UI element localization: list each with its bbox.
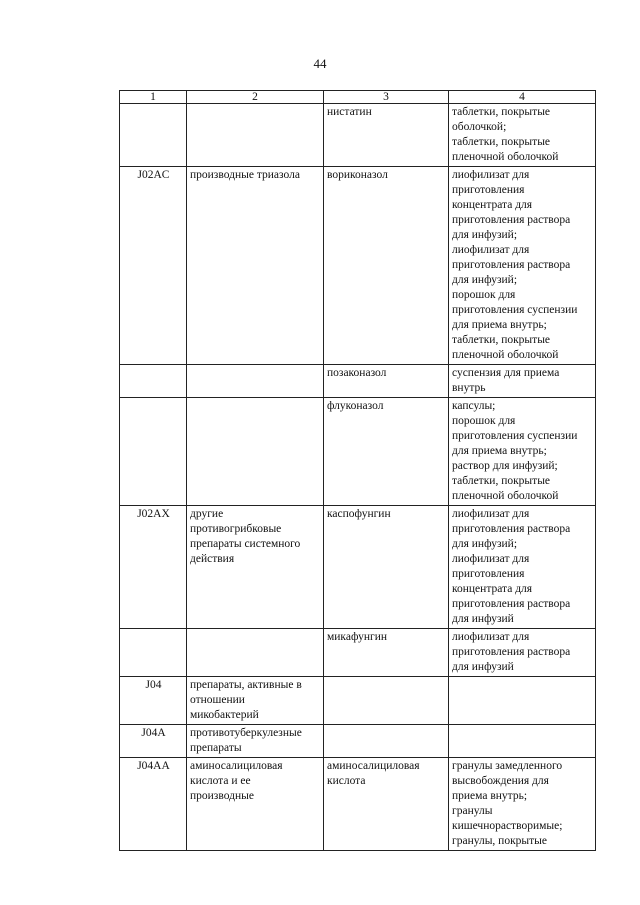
dosage-form-cell xyxy=(449,677,596,725)
cell-line: приготовления раствора xyxy=(452,214,571,226)
cell-line: приготовления раствора xyxy=(452,259,571,271)
cell-line: для инфузий; xyxy=(452,538,518,550)
cell-line: для инфузий xyxy=(452,661,514,673)
cell-line: приготовления xyxy=(452,184,525,196)
table-row xyxy=(120,506,596,629)
cell-line: гранулы, покрытые xyxy=(452,835,548,847)
table-header-row xyxy=(120,91,596,104)
cell-line: препараты, активные в xyxy=(190,679,302,691)
group-cell xyxy=(187,398,324,506)
atc-code-cell: J04AA xyxy=(120,758,187,851)
page-number: 44 xyxy=(313,56,327,71)
drug-name-cell xyxy=(324,677,449,725)
cell-line: микобактерий xyxy=(190,709,259,721)
column-header: 4 xyxy=(449,91,596,104)
cell-line: пленочной оболочкой xyxy=(452,151,559,163)
drug-name-cell: микафунгин xyxy=(324,629,449,677)
cell-line: препараты системного xyxy=(190,538,301,550)
cell-line: для инфузий xyxy=(452,613,514,625)
group-cell xyxy=(187,629,324,677)
group-cell xyxy=(187,167,324,365)
cell-line: пленочной оболочкой xyxy=(452,349,559,361)
cell-line: кислота и ее xyxy=(190,775,251,787)
cell-line: аминосалициловая xyxy=(190,760,283,772)
cell-line: производные xyxy=(190,790,254,802)
cell-line: высвобождения для xyxy=(452,775,549,787)
cell-line: таблетки, покрытые xyxy=(452,136,551,148)
group-cell xyxy=(187,758,324,851)
cell-line: таблетки, покрытые xyxy=(452,475,551,487)
cell-line: действия xyxy=(190,553,235,565)
cell-line: кишечнорастворимые; xyxy=(452,820,563,832)
cell-line: для инфузий; xyxy=(452,274,518,286)
drug-name-cell: позаконазол xyxy=(324,365,449,398)
dosage-form-cell xyxy=(449,506,596,629)
dosage-form-cell xyxy=(449,758,596,851)
cell-line: лиофилизат для xyxy=(452,244,530,256)
cell-line: концентрата для xyxy=(452,583,533,595)
column-header: 1 xyxy=(120,91,187,104)
cell-line: таблетки, покрытые xyxy=(452,106,551,118)
cell-line: препараты xyxy=(190,742,242,754)
table-row xyxy=(120,365,596,398)
cell-line: внутрь xyxy=(452,382,486,394)
cell-line: концентрата для xyxy=(452,199,533,211)
cell-line: приготовления раствора xyxy=(452,523,571,535)
group-cell xyxy=(187,104,324,167)
atc-code-cell: J02AX xyxy=(120,506,187,629)
table-row xyxy=(120,104,596,167)
cell-line: лиофилизат для xyxy=(452,508,530,520)
cell-line: лиофилизат для xyxy=(452,631,530,643)
cell-line: гранулы xyxy=(452,805,493,817)
cell-line: таблетки, покрытые xyxy=(452,334,551,346)
table-row xyxy=(120,677,596,725)
group-cell xyxy=(187,365,324,398)
table-row xyxy=(120,758,596,851)
drug-name-cell: каспофунгин xyxy=(324,506,449,629)
atc-code-cell xyxy=(120,365,187,398)
drug-name-cell: вориконазол xyxy=(324,167,449,365)
group-cell xyxy=(187,725,324,758)
cell-line: отношении xyxy=(190,694,245,706)
cell-line: раствор для инфузий; xyxy=(452,460,558,472)
atc-code-cell: J04 xyxy=(120,677,187,725)
drug-name-cell xyxy=(324,758,449,851)
table-body xyxy=(120,104,596,851)
cell-line: капсулы; xyxy=(452,400,496,412)
atc-code-cell xyxy=(120,398,187,506)
cell-line: приготовления суспензии xyxy=(452,304,578,316)
dosage-form-cell xyxy=(449,365,596,398)
cell-line: порошок для xyxy=(452,415,516,427)
atc-code-cell xyxy=(120,104,187,167)
drug-name-cell: нистатин xyxy=(324,104,449,167)
cell-line: для приема внутрь; xyxy=(452,445,547,457)
cell-line: суспензия для приема xyxy=(452,367,560,379)
cell-line: лиофилизат для xyxy=(452,169,530,181)
cell-line: кислота xyxy=(327,775,366,787)
atc-code-cell: J02AC xyxy=(120,167,187,365)
cell-line: пленочной оболочкой xyxy=(452,490,559,502)
cell-line: аминосалициловая xyxy=(327,760,420,772)
atc-code-cell xyxy=(120,629,187,677)
drug-name-cell xyxy=(324,725,449,758)
cell-line: для приема внутрь; xyxy=(452,319,547,331)
dosage-form-cell xyxy=(449,725,596,758)
group-cell xyxy=(187,506,324,629)
cell-line: для инфузий; xyxy=(452,229,518,241)
cell-line: оболочкой; xyxy=(452,121,507,133)
dosage-form-cell xyxy=(449,398,596,506)
cell-line: приготовления суспензии xyxy=(452,430,578,442)
dosage-form-cell xyxy=(449,104,596,167)
atc-code-cell: J04A xyxy=(120,725,187,758)
dosage-form-cell xyxy=(449,167,596,365)
cell-line: производные триазола xyxy=(190,169,300,181)
cell-line: гранулы замедленного xyxy=(452,760,563,772)
cell-line: приготовления раствора xyxy=(452,646,571,658)
cell-line: другие xyxy=(190,508,224,520)
cell-line: противотуберкулезные xyxy=(190,727,302,739)
group-cell xyxy=(187,677,324,725)
dosage-form-cell xyxy=(449,629,596,677)
drug-name-cell: флуконазол xyxy=(324,398,449,506)
cell-line: лиофилизат для xyxy=(452,553,530,565)
cell-line: приготовления раствора xyxy=(452,598,571,610)
table-row xyxy=(120,167,596,365)
cell-line: приготовления xyxy=(452,568,525,580)
cell-line: противогрибковые xyxy=(190,523,282,535)
column-header: 3 xyxy=(324,91,449,104)
cell-line: приема внутрь; xyxy=(452,790,528,802)
table-row xyxy=(120,725,596,758)
table-row xyxy=(120,398,596,506)
table-row xyxy=(120,629,596,677)
cell-line: порошок для xyxy=(452,289,516,301)
column-header: 2 xyxy=(187,91,324,104)
drug-table xyxy=(119,90,596,851)
